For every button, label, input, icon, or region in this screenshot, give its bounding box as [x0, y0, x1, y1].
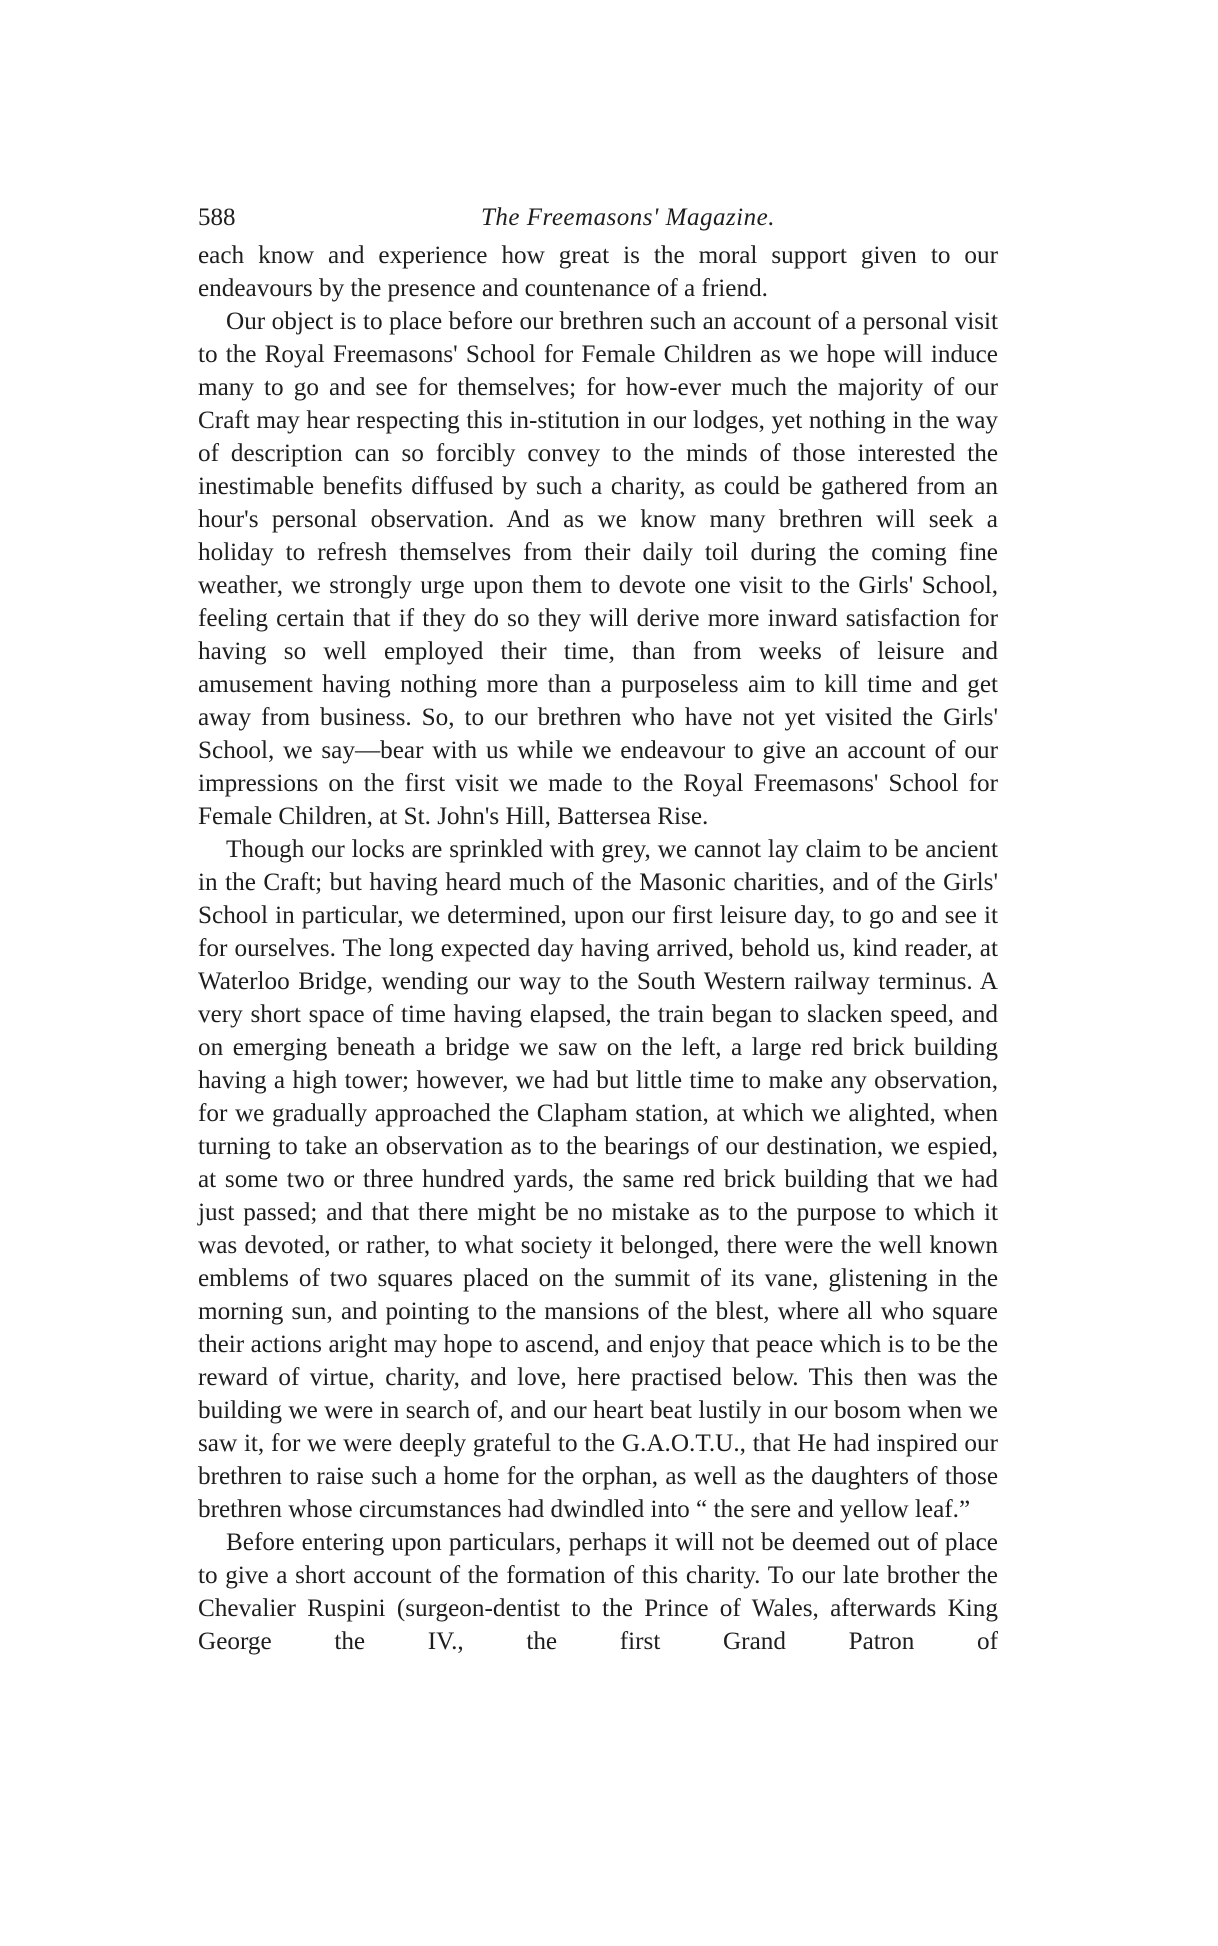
- paragraph-object: Our object is to place before our brethren such an account of a personal visit to the Royal Freemasons' School for Female Children as we hope will induce many to go and see for themselves; for how-ever much the majority of our Craft may hear respecting this in-stitution in our lodges, yet nothing in the way of description can so forcibly convey to the minds of those interested the inestimable benefits diffused by such a charity, as could be gathered from an hour's personal observation. And as we know many brethren will seek a holiday to refresh themselves from their daily toil during the coming fine weather, we strongly urge upon them to devote one visit to the Girls' School, feeling certain that if they do so they will derive more inward satisfaction for having so well employed their time, than from weeks of leisure and amusement having nothing more than a purposeless aim to kill time and get away from business. So, to our brethren who have not yet visited the Girls' School, we say—bear with us while we endeavour to give an account of our impressions on the first visit we made to the Royal Freemasons' School for Female Children, at St. John's Hill, Battersea Rise.: [198, 308, 998, 830]
- running-header: [198, 200, 998, 236]
- article-body: [198, 239, 998, 1658]
- paragraph-formation: Before entering upon particulars, perhaps it will not be deemed out of place to give a short account of the formation of this charity. To our late brother the Chevalier Ruspini (surgeon-dentist to the Prince of Wales, afterwards King George the IV., the first Grand Patron of: [198, 1529, 998, 1655]
- paragraph-visit: Though our locks are sprinkled with grey, we cannot lay claim to be ancient in the Craft; but having heard much of the Masonic charities, and of the Girls' School in particular, we determined, upon our first leisure day, to go and see it for ourselves. The long expected day having arrived, behold us, kind reader, at Waterloo Bridge, wending our way to the South Western railway terminus. A very short space of time having elapsed, the train began to slacken speed, and on emerging beneath a bridge we saw on the left, a large red brick building having a high tower; however, we had but little time to make any observation, for we gradually approached the Clapham station, at which we alighted, when turning to take an observation as to the bearings of our destination, we espied, at some two or three hundred yards, the same red brick building that we had just passed; and that there might be no mistake as to the purpose to which it was devoted, or rather, to what society it belonged, there were the well known emblems of two squares placed on the summit of its vane, glistening in the morning sun, and pointing to the mansions of the blest, where all who square their actions aright may hope to ascend, and enjoy that peace which is to be the reward of virtue, charity, and love, here practised below. This then was the building we were in search of, and our heart beat lustily in our bosom when we saw it, for we were deeply grateful to the G.A.O.T.U., that He had inspired our brethren to raise such a home for the orphan, as well as the daughters of those brethren whose circumstances had dwindled into “ the sere and yellow leaf.”: [198, 836, 998, 1523]
- page-number: 588: [198, 204, 236, 231]
- paragraph-continuation: each know and experience how great is the moral support given to our endeavours by the presence and countenance of a friend.: [198, 242, 998, 302]
- journal-title: The Freemasons' Magazine.: [481, 204, 775, 231]
- magazine-page: [198, 200, 998, 1658]
